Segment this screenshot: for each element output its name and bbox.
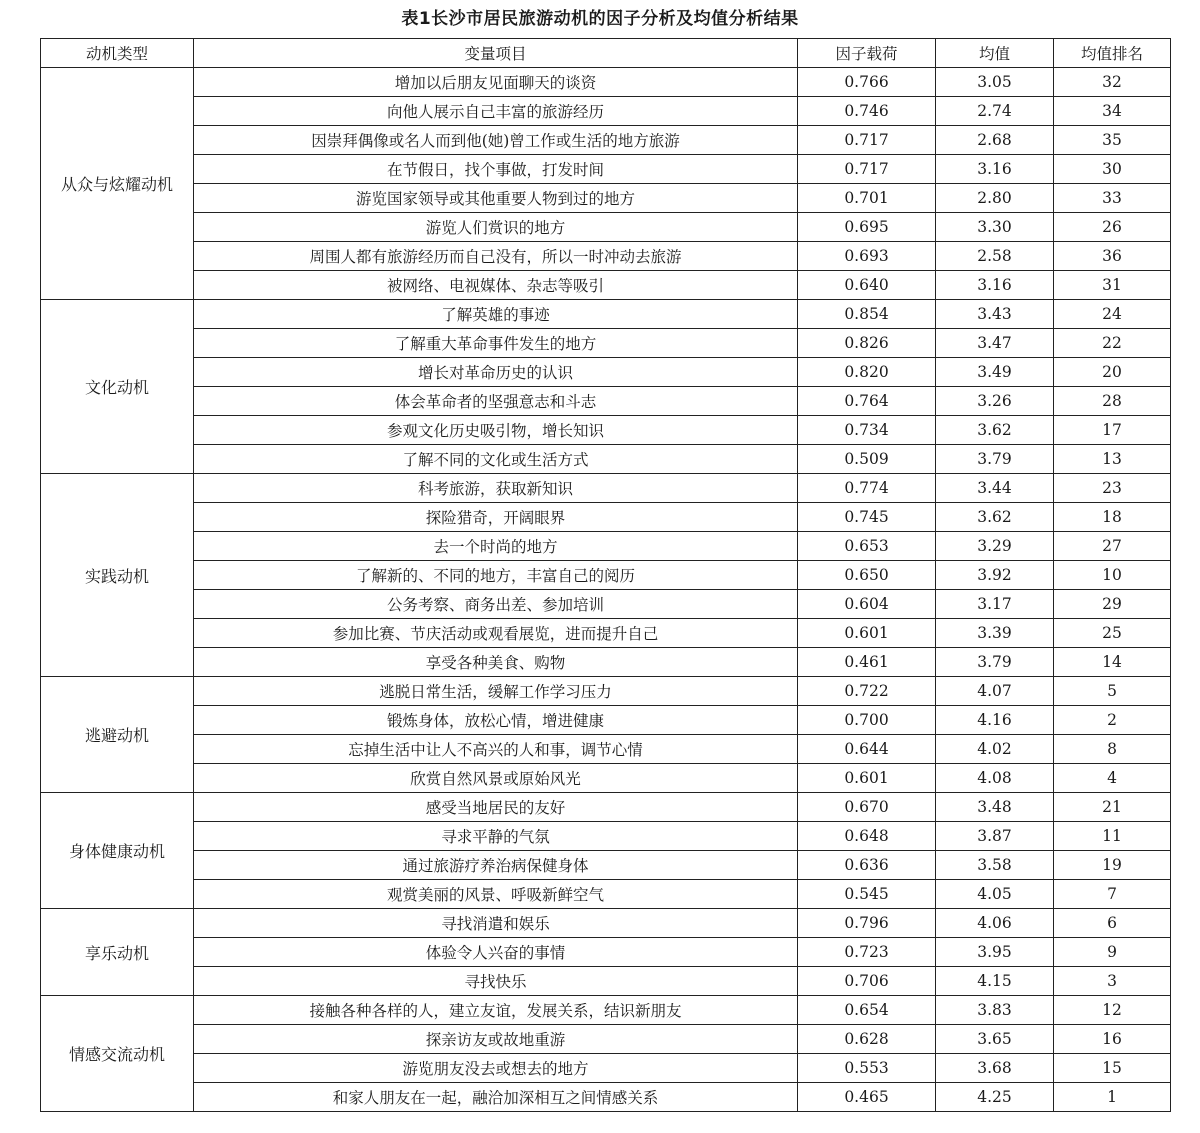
table-body: [41, 68, 1171, 1112]
mean-rank-cell: 11: [1054, 822, 1171, 851]
variable-item-cell: 去一个时尚的地方: [194, 532, 798, 561]
variable-item-cell: 忘掉生活中让人不高兴的人和事，调节心情: [194, 735, 798, 764]
variable-item-cell: 周围人都有旅游经历而自己没有，所以一时冲动去旅游: [194, 242, 798, 271]
factor-loading-cell: 0.650: [798, 561, 936, 590]
mean-cell: 4.15: [936, 967, 1054, 996]
mean-cell: 3.58: [936, 851, 1054, 880]
variable-item-cell: 体会革命者的坚强意志和斗志: [194, 387, 798, 416]
factor-loading-cell: 0.717: [798, 155, 936, 184]
table-row: [41, 880, 1171, 909]
factor-loading-cell: 0.640: [798, 271, 936, 300]
table-row: [41, 242, 1171, 271]
table-row: [41, 155, 1171, 184]
factor-loading-cell: 0.553: [798, 1054, 936, 1083]
table-row: [41, 184, 1171, 213]
mean-rank-cell: 35: [1054, 126, 1171, 155]
variable-item-cell: 寻找快乐: [194, 967, 798, 996]
mean-rank-cell: 27: [1054, 532, 1171, 561]
mean-cell: 4.16: [936, 706, 1054, 735]
mean-rank-cell: 2: [1054, 706, 1171, 735]
mean-rank-cell: 13: [1054, 445, 1171, 474]
table-row: [41, 561, 1171, 590]
variable-item-cell: 探险猎奇，开阔眼界: [194, 503, 798, 532]
factor-loading-cell: 0.723: [798, 938, 936, 967]
motive-type-cell: 身体健康动机: [41, 793, 194, 909]
factor-loading-cell: 0.601: [798, 619, 936, 648]
mean-cell: 3.05: [936, 68, 1054, 97]
variable-item-cell: 参加比赛、节庆活动或观看展览，进而提升自己: [194, 619, 798, 648]
mean-cell: 3.62: [936, 416, 1054, 445]
mean-cell: 4.05: [936, 880, 1054, 909]
table-row: [41, 590, 1171, 619]
variable-item-cell: 体验令人兴奋的事情: [194, 938, 798, 967]
table-row: [41, 996, 1171, 1025]
motive-type-cell: 情感交流动机: [41, 996, 194, 1112]
factor-loading-cell: 0.796: [798, 909, 936, 938]
variable-item-cell: 参观文化历史吸引物，增长知识: [194, 416, 798, 445]
mean-cell: 3.92: [936, 561, 1054, 590]
table-row: [41, 822, 1171, 851]
mean-rank-cell: 19: [1054, 851, 1171, 880]
variable-item-cell: 享受各种美食、购物: [194, 648, 798, 677]
variable-item-cell: 寻求平静的气氛: [194, 822, 798, 851]
factor-loading-cell: 0.854: [798, 300, 936, 329]
mean-rank-cell: 6: [1054, 909, 1171, 938]
mean-rank-cell: 23: [1054, 474, 1171, 503]
mean-rank-cell: 21: [1054, 793, 1171, 822]
variable-item-cell: 寻找消遣和娱乐: [194, 909, 798, 938]
mean-rank-cell: 34: [1054, 97, 1171, 126]
variable-item-cell: 因崇拜偶像或名人而到他(她)曾工作或生活的地方旅游: [194, 126, 798, 155]
mean-rank-cell: 31: [1054, 271, 1171, 300]
mean-cell: 4.08: [936, 764, 1054, 793]
factor-loading-cell: 0.700: [798, 706, 936, 735]
mean-cell: 2.80: [936, 184, 1054, 213]
factor-loading-cell: 0.746: [798, 97, 936, 126]
table-header: [41, 39, 1171, 68]
header-mean-rank: 均值排名: [1054, 39, 1171, 68]
mean-rank-cell: 25: [1054, 619, 1171, 648]
table-row: [41, 358, 1171, 387]
variable-item-cell: 感受当地居民的友好: [194, 793, 798, 822]
variable-item-cell: 接触各种各样的人，建立友谊，发展关系，结识新朋友: [194, 996, 798, 1025]
table-row: [41, 68, 1171, 97]
table-row: [41, 677, 1171, 706]
factor-loading-cell: 0.764: [798, 387, 936, 416]
mean-cell: 3.47: [936, 329, 1054, 358]
factor-loading-cell: 0.826: [798, 329, 936, 358]
variable-item-cell: 游览朋友没去或想去的地方: [194, 1054, 798, 1083]
table-row: [41, 271, 1171, 300]
factor-loading-cell: 0.722: [798, 677, 936, 706]
table-row: [41, 851, 1171, 880]
motive-type-cell: 享乐动机: [41, 909, 194, 996]
mean-rank-cell: 36: [1054, 242, 1171, 271]
variable-item-cell: 了解英雄的事迹: [194, 300, 798, 329]
mean-rank-cell: 10: [1054, 561, 1171, 590]
table-row: [41, 619, 1171, 648]
mean-rank-cell: 14: [1054, 648, 1171, 677]
factor-loading-cell: 0.693: [798, 242, 936, 271]
table-row: [41, 329, 1171, 358]
mean-rank-cell: 28: [1054, 387, 1171, 416]
factor-loading-cell: 0.820: [798, 358, 936, 387]
mean-rank-cell: 5: [1054, 677, 1171, 706]
mean-cell: 3.26: [936, 387, 1054, 416]
mean-cell: 3.16: [936, 155, 1054, 184]
table-row: [41, 706, 1171, 735]
factor-loading-cell: 0.706: [798, 967, 936, 996]
variable-item-cell: 逃脱日常生活，缓解工作学习压力: [194, 677, 798, 706]
factor-loading-cell: 0.461: [798, 648, 936, 677]
mean-cell: 4.06: [936, 909, 1054, 938]
motive-type-cell: 实践动机: [41, 474, 194, 677]
mean-rank-cell: 18: [1054, 503, 1171, 532]
factor-loading-cell: 0.509: [798, 445, 936, 474]
table-row: [41, 938, 1171, 967]
header-variable-item: 变量项目: [194, 39, 798, 68]
mean-rank-cell: 32: [1054, 68, 1171, 97]
mean-cell: 3.17: [936, 590, 1054, 619]
factor-loading-cell: 0.701: [798, 184, 936, 213]
mean-cell: 3.79: [936, 445, 1054, 474]
motive-type-cell: 文化动机: [41, 300, 194, 474]
motive-type-cell: 从众与炫耀动机: [41, 68, 194, 300]
mean-cell: 3.29: [936, 532, 1054, 561]
factor-loading-cell: 0.644: [798, 735, 936, 764]
mean-cell: 3.95: [936, 938, 1054, 967]
mean-cell: 3.43: [936, 300, 1054, 329]
mean-rank-cell: 20: [1054, 358, 1171, 387]
table-row: [41, 387, 1171, 416]
table-row: [41, 416, 1171, 445]
factor-loading-cell: 0.465: [798, 1083, 936, 1112]
factor-loading-cell: 0.601: [798, 764, 936, 793]
table-row: [41, 1054, 1171, 1083]
factor-loading-cell: 0.545: [798, 880, 936, 909]
mean-rank-cell: 29: [1054, 590, 1171, 619]
factor-loading-cell: 0.653: [798, 532, 936, 561]
table-row: [41, 213, 1171, 242]
mean-rank-cell: 3: [1054, 967, 1171, 996]
table-row: [41, 967, 1171, 996]
mean-cell: 3.16: [936, 271, 1054, 300]
mean-rank-cell: 9: [1054, 938, 1171, 967]
mean-cell: 3.44: [936, 474, 1054, 503]
variable-item-cell: 了解重大革命事件发生的地方: [194, 329, 798, 358]
mean-cell: 3.39: [936, 619, 1054, 648]
mean-cell: 3.62: [936, 503, 1054, 532]
variable-item-cell: 科考旅游，获取新知识: [194, 474, 798, 503]
mean-cell: 2.74: [936, 97, 1054, 126]
table-row: [41, 793, 1171, 822]
variable-item-cell: 在节假日，找个事做，打发时间: [194, 155, 798, 184]
header-row: [41, 39, 1171, 68]
mean-rank-cell: 30: [1054, 155, 1171, 184]
mean-cell: 3.87: [936, 822, 1054, 851]
variable-item-cell: 向他人展示自己丰富的旅游经历: [194, 97, 798, 126]
factor-loading-cell: 0.774: [798, 474, 936, 503]
mean-rank-cell: 22: [1054, 329, 1171, 358]
mean-cell: 2.58: [936, 242, 1054, 271]
table-row: [41, 532, 1171, 561]
factor-loading-cell: 0.670: [798, 793, 936, 822]
mean-rank-cell: 24: [1054, 300, 1171, 329]
factor-loading-cell: 0.654: [798, 996, 936, 1025]
variable-item-cell: 了解新的、不同的地方，丰富自己的阅历: [194, 561, 798, 590]
variable-item-cell: 和家人朋友在一起，融洽加深相互之间情感关系: [194, 1083, 798, 1112]
mean-cell: 3.49: [936, 358, 1054, 387]
factor-loading-cell: 0.734: [798, 416, 936, 445]
mean-rank-cell: 12: [1054, 996, 1171, 1025]
mean-rank-cell: 26: [1054, 213, 1171, 242]
variable-item-cell: 观赏美丽的风景、呼吸新鲜空气: [194, 880, 798, 909]
variable-item-cell: 游览国家领导或其他重要人物到过的地方: [194, 184, 798, 213]
mean-cell: 4.07: [936, 677, 1054, 706]
motive-type-cell: 逃避动机: [41, 677, 194, 793]
table-row: [41, 445, 1171, 474]
mean-rank-cell: 33: [1054, 184, 1171, 213]
header-motive-type: 动机类型: [41, 39, 194, 68]
variable-item-cell: 了解不同的文化或生活方式: [194, 445, 798, 474]
factor-loading-cell: 0.648: [798, 822, 936, 851]
table-row: [41, 503, 1171, 532]
factor-loading-cell: 0.717: [798, 126, 936, 155]
variable-item-cell: 公务考察、商务出差、参加培训: [194, 590, 798, 619]
mean-cell: 2.68: [936, 126, 1054, 155]
table-row: [41, 300, 1171, 329]
mean-rank-cell: 7: [1054, 880, 1171, 909]
variable-item-cell: 通过旅游疗养治病保健身体: [194, 851, 798, 880]
factor-loading-cell: 0.636: [798, 851, 936, 880]
table-caption: 表1长沙市居民旅游动机的因子分析及均值分析结果: [401, 9, 799, 29]
header-factor-loading: 因子载荷: [798, 39, 936, 68]
table-row: [41, 735, 1171, 764]
mean-rank-cell: 17: [1054, 416, 1171, 445]
mean-cell: 3.79: [936, 648, 1054, 677]
variable-item-cell: 增长对革命历史的认识: [194, 358, 798, 387]
mean-rank-cell: 8: [1054, 735, 1171, 764]
mean-rank-cell: 1: [1054, 1083, 1171, 1112]
motivation-table: [40, 38, 1171, 1112]
variable-item-cell: 增加以后朋友见面聊天的谈资: [194, 68, 798, 97]
mean-rank-cell: 16: [1054, 1025, 1171, 1054]
table-row: [41, 1025, 1171, 1054]
table-row: [41, 1083, 1171, 1112]
mean-rank-cell: 4: [1054, 764, 1171, 793]
mean-cell: 3.48: [936, 793, 1054, 822]
factor-loading-cell: 0.695: [798, 213, 936, 242]
mean-cell: 3.30: [936, 213, 1054, 242]
variable-item-cell: 被网络、电视媒体、杂志等吸引: [194, 271, 798, 300]
table-row: [41, 909, 1171, 938]
variable-item-cell: 游览人们赏识的地方: [194, 213, 798, 242]
table-row: [41, 97, 1171, 126]
table-row: [41, 648, 1171, 677]
mean-cell: 4.02: [936, 735, 1054, 764]
table-row: [41, 126, 1171, 155]
mean-cell: 4.25: [936, 1083, 1054, 1112]
mean-rank-cell: 15: [1054, 1054, 1171, 1083]
header-mean: 均值: [936, 39, 1054, 68]
mean-cell: 3.68: [936, 1054, 1054, 1083]
mean-cell: 3.65: [936, 1025, 1054, 1054]
factor-loading-cell: 0.766: [798, 68, 936, 97]
variable-item-cell: 欣赏自然风景或原始风光: [194, 764, 798, 793]
mean-cell: 3.83: [936, 996, 1054, 1025]
factor-loading-cell: 0.745: [798, 503, 936, 532]
table-row: [41, 764, 1171, 793]
factor-loading-cell: 0.628: [798, 1025, 936, 1054]
variable-item-cell: 探亲访友或故地重游: [194, 1025, 798, 1054]
factor-loading-cell: 0.604: [798, 590, 936, 619]
variable-item-cell: 锻炼身体，放松心情，增进健康: [194, 706, 798, 735]
table-row: [41, 474, 1171, 503]
